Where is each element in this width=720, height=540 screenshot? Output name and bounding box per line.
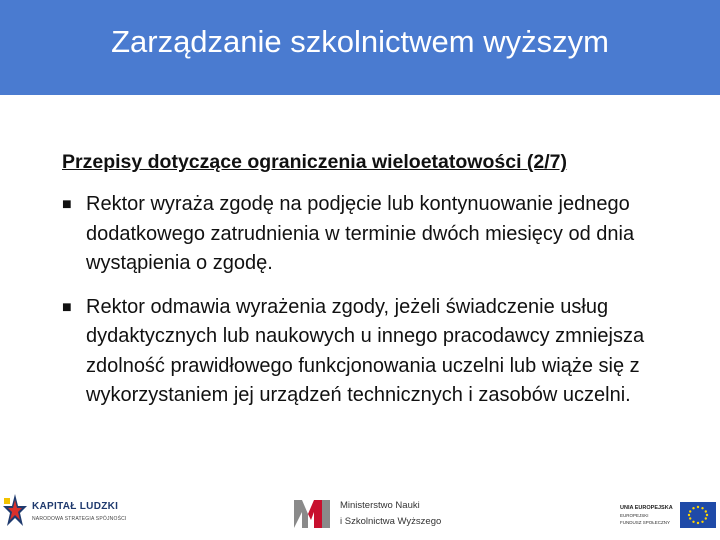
bullet-text: Rektor wyraża zgodę na podjęcie lub kontynuowanie jednego dodatkowego zatrudnienia w terminie dwóch miesięcy od dnia wystąpienia o zgodę. [86,193,635,274]
bullet-item [62,190,692,279]
slide-header [0,0,720,95]
ministry-name-line1: Ministerstwo Nauki [340,500,420,511]
ministry-mn-icon [294,500,330,528]
section-subtitle: Przepisy dotyczące ograniczenia wieloetatowości (2/7) [62,151,568,173]
bullet-item [62,293,692,411]
ministry-logo [294,498,444,534]
ministry-name-line2: i Szkolnictwa Wyższego [340,516,442,527]
eu-line2: EUROPEJSKI [620,513,649,518]
eu-logo [620,502,716,532]
kapital-ludzki-logo [2,492,127,532]
kapital-ludzki-star-icon [2,492,28,530]
footer-logos [0,488,720,540]
slide-content [62,150,692,425]
bullet-list [62,190,692,411]
square-bullet-icon: ■ [62,196,72,213]
kapital-ludzki-title: KAPITAŁ LUDZKI [32,501,119,512]
kapital-ludzki-subtitle: NARODOWA STRATEGIA SPÓJNOŚCI [32,516,127,522]
slide-title: Zarządzanie szkolnictwem wyższym [111,23,609,59]
eu-flag-icon [680,502,716,528]
eu-line3: FUNDUSZ SPOŁECZNY [620,520,671,525]
square-bullet-icon: ■ [62,298,72,316]
bullet-text: Rektor odmawia wyrażenia zgody, jeżeli świadczenie usług dydaktycznych lub naukowych u innego pracodawcy zmniejsza zdolność prawidłowego funkcjonowania uczelni lub wiąże się z wykorzystaniem jej urządzeń technicznych i zasobów uczelni. [86,295,645,406]
eu-line1: UNIA EUROPEJSKA [620,505,673,511]
